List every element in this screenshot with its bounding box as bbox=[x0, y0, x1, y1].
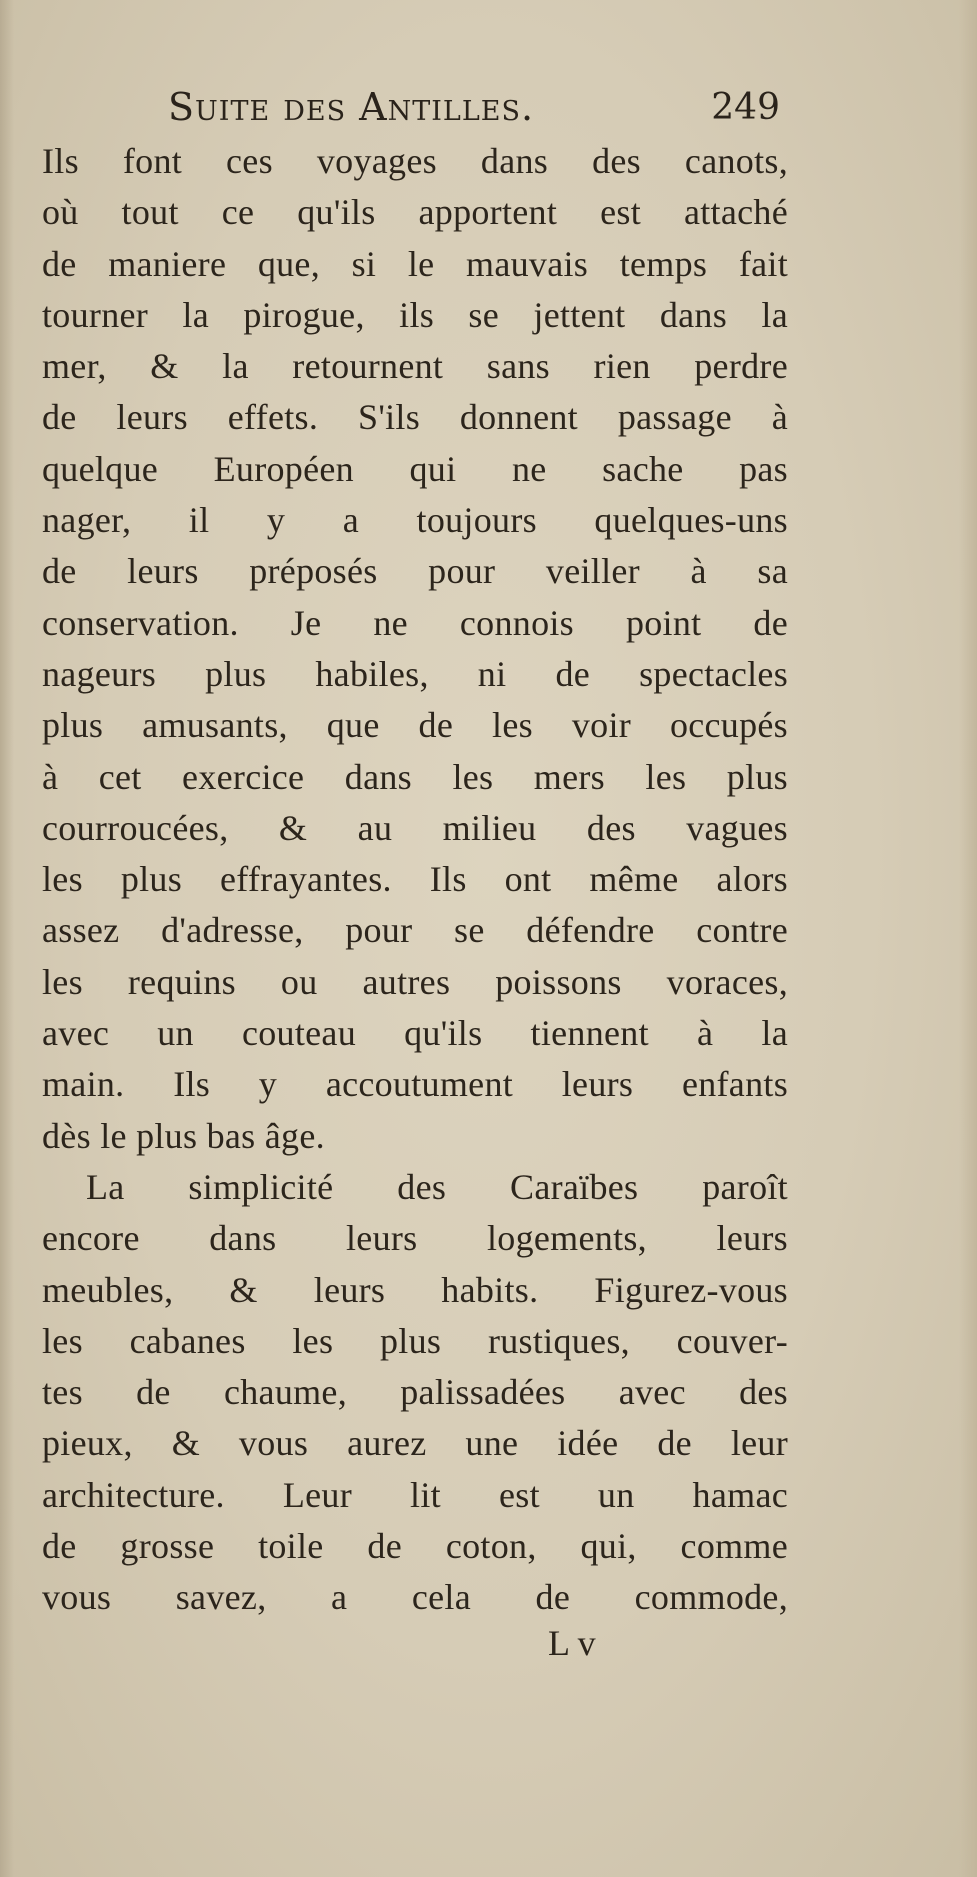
text-line: les plus effrayantes. Ils ont même alors bbox=[42, 859, 788, 900]
text-line: les cabanes les plus rustiques, couver- bbox=[42, 1320, 788, 1361]
text-line: où tout ce qu'ils apportent est attaché bbox=[42, 192, 788, 233]
text-line: nager, il y a toujours quelques-uns bbox=[42, 500, 788, 541]
text-line-paragraph-start: La simplicité des Caraïbes paroît bbox=[86, 1166, 788, 1207]
signature-mark: L v bbox=[548, 1623, 596, 1663]
text-line: encore dans leurs logements, leurs bbox=[42, 1218, 788, 1259]
text-line: tes de chaume, palissadées avec des bbox=[42, 1372, 788, 1413]
text-line: courroucées, & au milieu des vagues bbox=[42, 807, 788, 848]
text-line: vous savez, a cela de commode, bbox=[42, 1577, 788, 1618]
text-line: nageurs plus habiles, ni de spectacles bbox=[42, 653, 788, 694]
text-line: plus amusants, que de les voir occupés bbox=[42, 705, 788, 746]
text-line: assez d'adresse, pour se défendre contre bbox=[42, 910, 788, 951]
text-line: à cet exercice dans les mers les plus bbox=[42, 756, 788, 797]
text-line: quelque Européen qui ne sache pas bbox=[42, 448, 788, 489]
text-line: de grosse toile de coton, qui, comme bbox=[42, 1526, 788, 1567]
text-line: de maniere que, si le mauvais temps fait bbox=[42, 243, 788, 284]
text-line: meubles, & leurs habits. Figurez-vous bbox=[42, 1269, 788, 1310]
text-line: de leurs effets. S'ils donnent passage à bbox=[42, 397, 788, 438]
text-line: conservation. Je ne connois point de bbox=[42, 602, 788, 643]
text-line: Ils font ces voyages dans des canots, bbox=[42, 141, 788, 181]
text-line: mer, & la retournent sans rien perdre bbox=[42, 346, 788, 387]
text-line: pieux, & vous aurez une idée de leur bbox=[42, 1423, 788, 1464]
running-title: Suite des Antilles. bbox=[168, 85, 535, 129]
text-line: les requins ou autres poissons voraces, bbox=[42, 961, 788, 1002]
text-line: architecture. Leur lit est un hamac bbox=[42, 1474, 788, 1515]
page-edge-left bbox=[0, 0, 14, 1877]
text-line-paragraph-end: dès le plus bas âge. bbox=[42, 1115, 325, 1156]
page-number: 249 bbox=[711, 87, 780, 128]
text-line: de leurs préposés pour veiller à sa bbox=[42, 551, 788, 592]
body-text bbox=[42, 136, 788, 1624]
text-line: avec un couteau qu'ils tiennent à la bbox=[42, 1013, 788, 1054]
text-line: main. Ils y accoutument leurs enfants bbox=[42, 1064, 788, 1105]
text-line: tourner la pirogue, ils se jettent dans la bbox=[42, 294, 788, 335]
page-edge-right bbox=[959, 0, 977, 1877]
